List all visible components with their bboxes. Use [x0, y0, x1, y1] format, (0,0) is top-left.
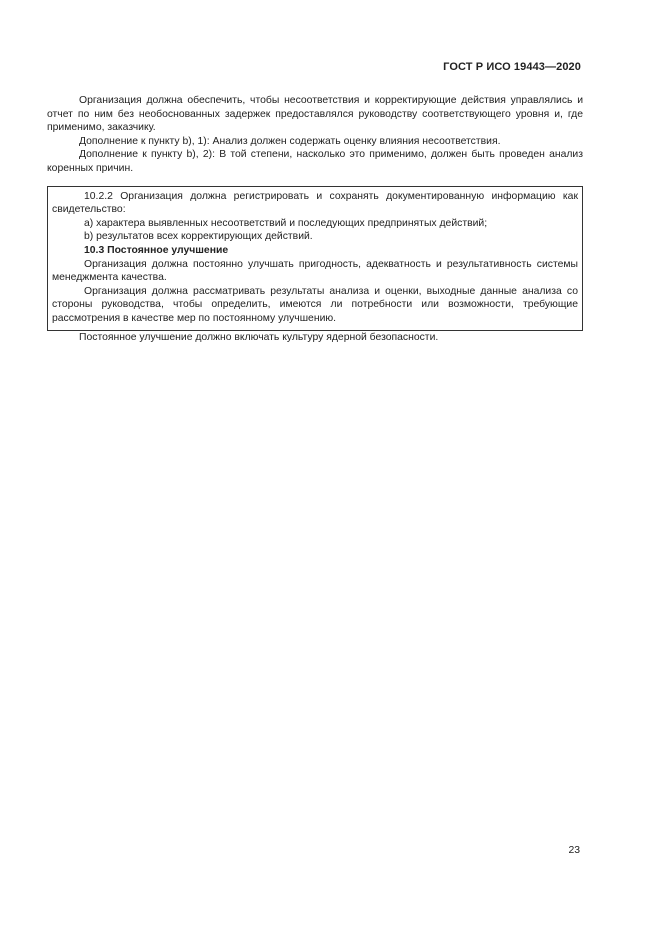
list-item-a: a) характера выявленных несоответствий и последующих предпринятых действий;: [84, 217, 488, 229]
page-number: 23: [568, 845, 580, 856]
clause-10-2-2: 10.2.2 Организация должна регистрировать и сохранять документированную информацию как свидетельство:: [52, 190, 578, 216]
section-title-10-3: 10.3 Постоянное улучшение: [84, 244, 229, 256]
page-content: [47, 94, 583, 344]
document-code-header: ГОСТ Р ИСО 19443—2020: [443, 61, 581, 73]
intro-paragraph-2: Дополнение к пункту b), 1): Анализ должен содержать оценку влияния несоответствия.: [79, 135, 501, 147]
intro-paragraph-3: Дополнение к пункту b), 2): В той степени, насколько это применимо, должен быть проведен анализ коренных причин.: [47, 149, 583, 174]
intro-paragraph-1: Организация должна обеспечить, чтобы несоответствия и корректирующие действия управлялись и отчет по ним без необоснованных задержек предоставлялся руководству соответствующего уровня и, где применимо, заказчику.: [47, 95, 583, 134]
list-item-b: b) результатов всех корректирующих действий.: [84, 231, 313, 243]
after-box-paragraph: Постоянное улучшение должно включать культуру ядерной безопасности.: [79, 331, 439, 343]
clause-10-3-paragraph-2: Организация должна рассматривать результаты анализа и оценки, выходные данные анализа со стороны руководства, чтобы определить, имеются ли потребности или возможности, требующие рассмотрения в качестве мер по постоянному улучшению.: [52, 285, 578, 324]
clause-10-3-paragraph-1: Организация должна постоянно улучшать пригодность, адекватность и результативность системы менеджмента качества.: [52, 258, 578, 284]
boxed-section: [47, 186, 583, 331]
